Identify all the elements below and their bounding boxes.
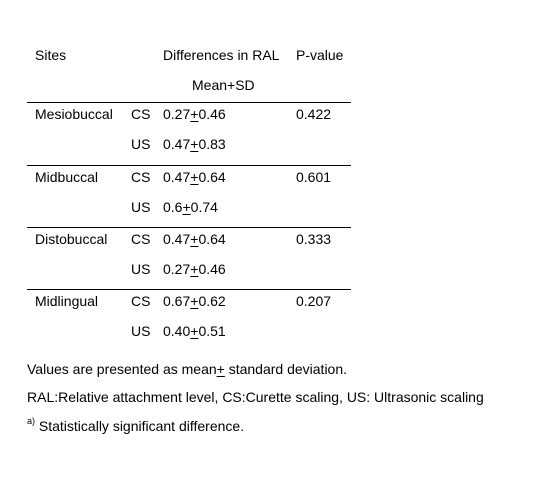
sd-value: 0.51 (198, 323, 226, 339)
mean-value: 0.47 (163, 136, 191, 152)
row-divider (27, 102, 351, 103)
sd-value: 0.64 (198, 231, 226, 247)
header-differences: Differences in RAL (163, 47, 280, 63)
significance-marker: a) (27, 416, 36, 426)
site-label: Midlingual (35, 293, 99, 309)
sd-value: 0.46 (198, 106, 226, 122)
group-label: CS (131, 106, 151, 122)
group-label: CS (131, 169, 151, 185)
significance-note (27, 416, 245, 434)
plus-minus-sign: + (190, 323, 199, 339)
mean-value: 0.47 (163, 169, 191, 185)
group-label: US (131, 323, 151, 339)
mean-sd-value (163, 170, 226, 184)
significance-text: Statistically significant difference. (35, 418, 245, 434)
mean-value: 0.47 (163, 231, 191, 247)
mean-sd-value (163, 200, 218, 214)
header-pvalue: P-value (296, 47, 344, 63)
values-note-prefix: Values are presented as mean (27, 361, 217, 377)
group-label: CS (131, 231, 151, 247)
site-label: Midbuccal (35, 169, 99, 185)
values-note-plus-minus: + (216, 361, 225, 377)
plus-minus-sign: + (190, 106, 199, 122)
row-divider (27, 227, 351, 228)
plus-minus-sign: + (182, 199, 191, 215)
sd-value: 0.46 (198, 261, 226, 277)
mean-value: 0.40 (163, 323, 191, 339)
values-note (27, 362, 347, 376)
p-value: 0.207 (296, 293, 332, 309)
plus-minus-sign: + (190, 169, 199, 185)
mean-sd-value (163, 107, 226, 121)
row-divider (27, 289, 351, 290)
mean-sd-value (163, 262, 226, 276)
mean-sd-value (163, 137, 226, 151)
p-value: 0.333 (296, 231, 332, 247)
row-divider (27, 165, 351, 166)
header-sites: Sites (35, 47, 67, 63)
sd-value: 0.64 (198, 169, 226, 185)
sd-value: 0.62 (198, 293, 226, 309)
p-value: 0.422 (296, 106, 332, 122)
sd-value: 0.83 (198, 136, 226, 152)
sd-value: 0.74 (190, 199, 218, 215)
plus-minus-sign: + (190, 293, 199, 309)
mean-value: 0.27 (163, 261, 191, 277)
header-differences-sub: Mean+SD (192, 77, 255, 93)
group-label: US (131, 136, 151, 152)
site-label: Mesiobuccal (35, 106, 113, 122)
mean-value: 0.6 (163, 199, 183, 215)
plus-minus-sign: + (190, 231, 199, 247)
group-label: CS (131, 293, 151, 309)
mean-sd-value (163, 324, 226, 338)
plus-minus-sign: + (190, 261, 199, 277)
p-value: 0.601 (296, 169, 332, 185)
mean-sd-value (163, 294, 226, 308)
mean-value: 0.27 (163, 106, 191, 122)
plus-minus-sign: + (190, 136, 199, 152)
site-label: Distobuccal (35, 231, 108, 247)
group-label: US (131, 199, 151, 215)
mean-value: 0.67 (163, 293, 191, 309)
group-label: US (131, 261, 151, 277)
values-note-suffix: standard deviation. (224, 361, 348, 377)
mean-sd-value (163, 232, 226, 246)
abbreviations-note: RAL:Relative attachment level, CS:Curette scaling, US: Ultrasonic scaling (27, 389, 484, 405)
